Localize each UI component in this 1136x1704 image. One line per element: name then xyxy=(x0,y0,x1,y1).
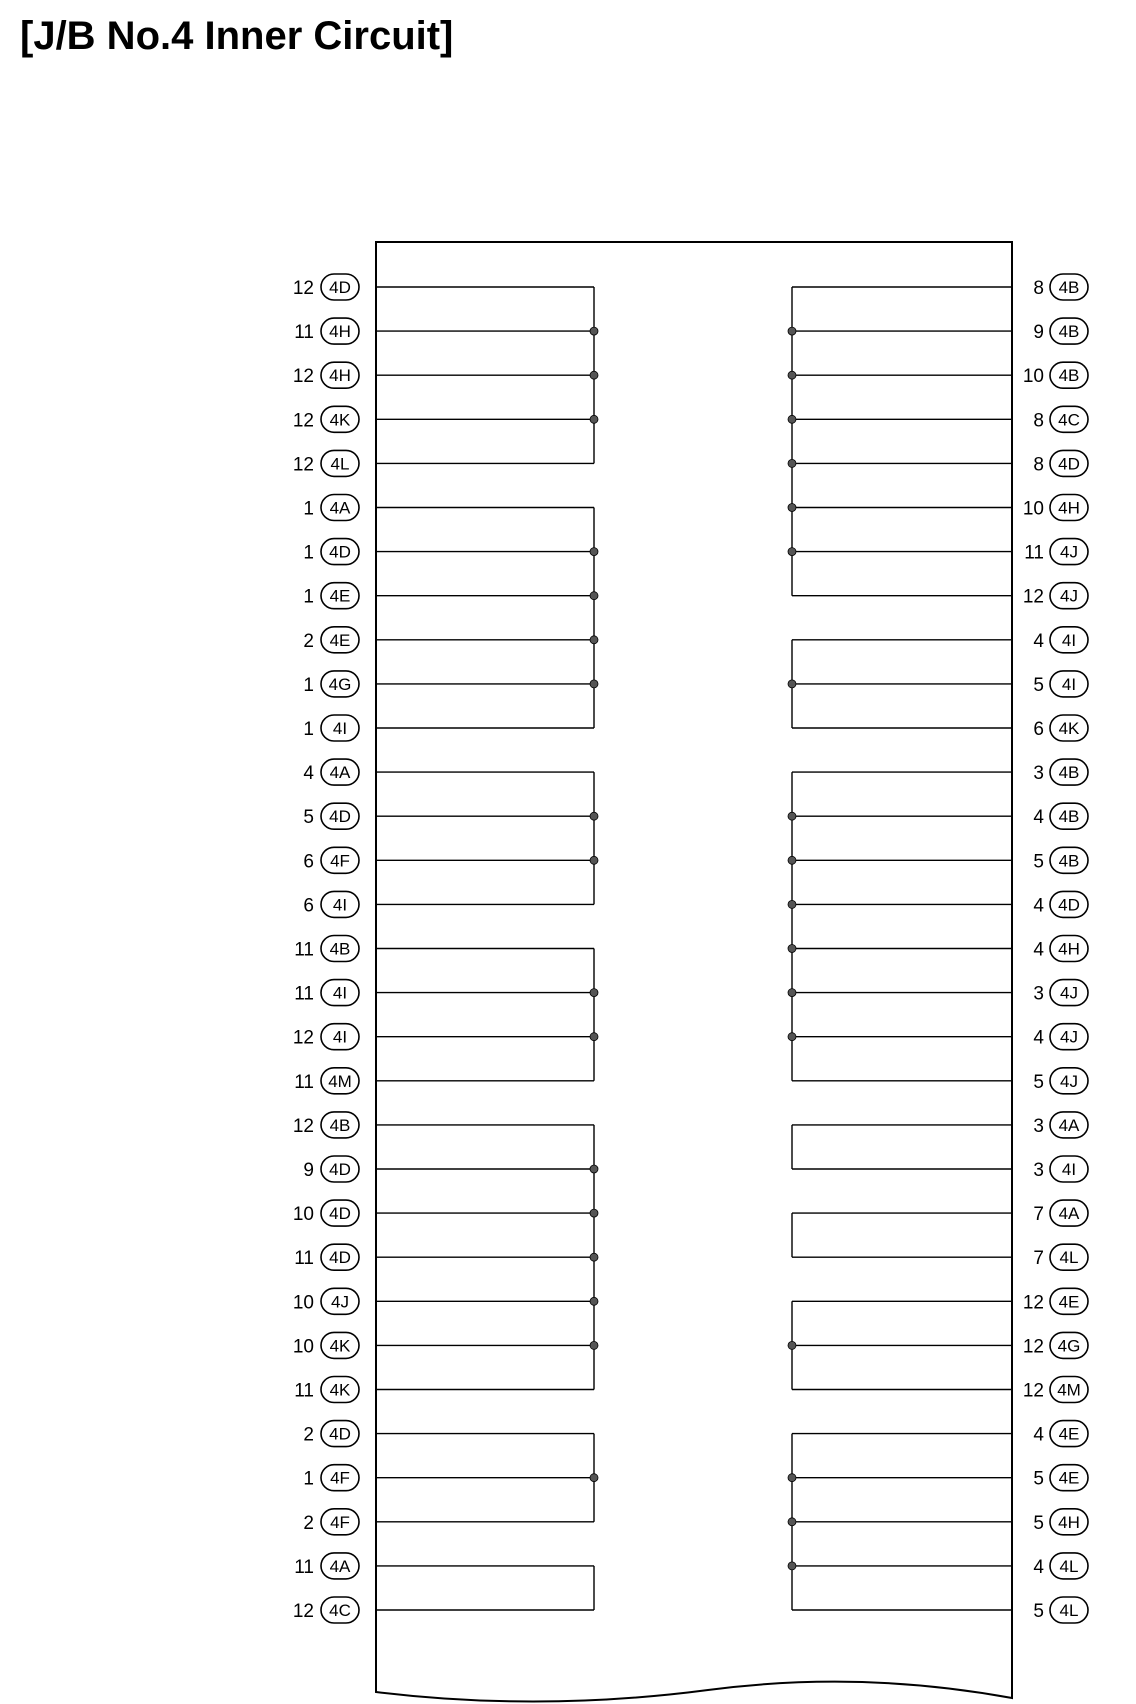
connector-code: 4H xyxy=(1058,1512,1080,1532)
connector-code: 4I xyxy=(332,719,348,738)
connector-code: 4D xyxy=(329,278,351,297)
connector-code: 4L xyxy=(1059,1601,1079,1620)
right-pin-label xyxy=(1033,1509,1088,1535)
pin-number: 11 xyxy=(294,1556,314,1578)
pin-number: 10 xyxy=(1022,498,1044,520)
pin-number: 12 xyxy=(292,278,314,299)
pin-number: 5 xyxy=(1033,1512,1044,1534)
connector-code: 4I xyxy=(332,895,348,915)
left-pin-label xyxy=(294,1553,359,1579)
junction-dot xyxy=(788,1474,796,1482)
pin-number: 5 xyxy=(1033,1601,1044,1622)
connector-code: 4E xyxy=(1058,1468,1080,1488)
left-pin-label xyxy=(303,627,359,653)
junction-dot xyxy=(590,812,598,820)
pin-number: 2 xyxy=(303,1512,314,1534)
right-pin-label xyxy=(1033,671,1088,697)
connector-code: 4E xyxy=(329,630,351,650)
right-pin-label xyxy=(1033,803,1088,829)
connector-code: 4B xyxy=(1058,851,1080,871)
connector-code: 4J xyxy=(331,1292,349,1312)
junction-dot xyxy=(788,371,796,379)
pin-number: 4 xyxy=(1033,1027,1044,1049)
connector-code: 4A xyxy=(329,763,351,783)
left-pin-label xyxy=(293,1332,359,1358)
connector-code: 4D xyxy=(329,807,351,827)
connector-code: 4H xyxy=(1058,939,1080,959)
connector-code: 4D xyxy=(329,1424,351,1444)
pin-number: 4 xyxy=(1033,1424,1044,1446)
left-pin-label xyxy=(293,1112,359,1138)
pin-number: 4 xyxy=(1033,895,1044,917)
wire-layer xyxy=(376,287,1012,1610)
right-pin-label xyxy=(1023,362,1088,388)
pin-number: 1 xyxy=(303,719,314,740)
left-pin-label xyxy=(303,715,359,741)
right-pin-label xyxy=(1023,583,1088,609)
junction-block-outline xyxy=(376,242,1012,1702)
right-pin-label xyxy=(1033,847,1088,873)
pin-number: 8 xyxy=(1033,278,1044,299)
right-pin-label xyxy=(1033,1421,1088,1447)
pin-number: 4 xyxy=(1033,807,1044,829)
junction-dot xyxy=(590,1297,598,1305)
pin-number: 1 xyxy=(303,674,314,696)
connector-code: 4B xyxy=(1058,763,1080,783)
pin-number: 8 xyxy=(1033,410,1044,432)
pin-number: 10 xyxy=(292,1336,314,1358)
left-pin-label xyxy=(293,1288,359,1314)
left-pin-label xyxy=(293,1024,359,1050)
pin-number: 11 xyxy=(294,1071,314,1093)
pin-number: 5 xyxy=(303,807,314,829)
connector-code: 4J xyxy=(1060,542,1078,562)
connector-code: 4I xyxy=(332,983,348,1003)
pin-number: 3 xyxy=(1033,1160,1044,1181)
connector-code: 4F xyxy=(330,851,350,871)
right-pin-label xyxy=(1033,891,1088,917)
junction-dot xyxy=(788,1518,796,1526)
pin-number: 11 xyxy=(294,322,314,344)
junction-dot xyxy=(788,504,796,512)
junction-dot xyxy=(590,1033,598,1041)
junction-dot xyxy=(590,856,598,864)
page-title: [J/B No.4 Inner Circuit] xyxy=(20,14,454,58)
right-pin-label xyxy=(1024,539,1088,565)
pin-number: 1 xyxy=(303,542,314,564)
right-pin-label xyxy=(1033,1465,1088,1491)
left-pin-label xyxy=(303,1465,359,1491)
junction-dot xyxy=(788,327,796,335)
pin-number: 12 xyxy=(292,1027,314,1049)
connector-code: 4D xyxy=(1058,454,1080,474)
left-pin-label xyxy=(293,1200,359,1226)
connector-code: 4K xyxy=(329,1380,351,1400)
junction-dot xyxy=(590,371,598,379)
connector-code: 4H xyxy=(329,322,351,342)
junction-dot xyxy=(590,1341,598,1349)
right-pin-label xyxy=(1023,495,1088,521)
connector-code: 4D xyxy=(329,1248,351,1268)
junction-dot xyxy=(788,900,796,908)
connector-code: 4A xyxy=(1058,1204,1080,1224)
connector-code: 4L xyxy=(1059,1556,1079,1576)
connector-code: 4A xyxy=(329,498,351,518)
connector-code: 4B xyxy=(1058,322,1080,342)
left-pin-label xyxy=(293,274,359,300)
pin-number: 7 xyxy=(1033,1248,1044,1270)
junction-dot xyxy=(788,1341,796,1349)
connector-code: 4B xyxy=(1058,366,1080,386)
connector-code: 4L xyxy=(1059,1248,1079,1268)
connector-code: 4K xyxy=(1058,719,1080,738)
junction-dot xyxy=(590,415,598,423)
connector-code: 4H xyxy=(1058,498,1080,518)
pin-number: 9 xyxy=(303,1160,314,1181)
right-pin-label xyxy=(1033,715,1088,741)
junction-dot xyxy=(788,459,796,467)
pin-number: 7 xyxy=(1033,1204,1044,1226)
pin-number: 11 xyxy=(294,983,314,1005)
left-pin-label xyxy=(294,936,359,962)
connector-code: 4K xyxy=(329,410,351,430)
connector-code: 4D xyxy=(329,1160,351,1179)
connector-code: 4J xyxy=(1060,1027,1078,1047)
connector-code: 4E xyxy=(1058,1424,1080,1444)
right-pin-label xyxy=(1033,450,1088,476)
junction-dot xyxy=(590,1253,598,1261)
connector-code: 4I xyxy=(1061,630,1077,650)
pin-number: 5 xyxy=(1033,851,1044,873)
right-pin-label xyxy=(1033,1244,1088,1270)
pin-number: 12 xyxy=(292,454,314,476)
pin-number: 4 xyxy=(303,763,314,785)
right-pin-label xyxy=(1033,406,1088,432)
pin-number: 11 xyxy=(294,1380,314,1402)
connector-code: 4E xyxy=(1058,1292,1080,1312)
left-pin-label xyxy=(293,450,359,476)
pin-number: 5 xyxy=(1033,1468,1044,1490)
connector-code: 4C xyxy=(329,1601,351,1620)
pin-number: 6 xyxy=(303,895,314,917)
pin-number: 5 xyxy=(1033,674,1044,696)
left-pin-label xyxy=(303,847,359,873)
pin-number: 1 xyxy=(303,498,314,520)
right-pin-label xyxy=(1033,1553,1088,1579)
junction-dot xyxy=(590,636,598,644)
pin-number: 5 xyxy=(1033,1071,1044,1093)
junction-dot xyxy=(590,1474,598,1482)
right-pin-label xyxy=(1033,936,1088,962)
left-pin-label xyxy=(293,1597,359,1623)
left-pin-label xyxy=(303,1156,359,1182)
left-pin-label xyxy=(294,980,359,1006)
junction-dot xyxy=(788,548,796,556)
pin-number: 10 xyxy=(292,1292,314,1314)
connector-code: 4B xyxy=(1058,278,1080,297)
junction-dot xyxy=(590,327,598,335)
connector-code: 4L xyxy=(330,454,350,474)
left-pin-label xyxy=(293,362,359,388)
left-pin-label xyxy=(294,1377,359,1403)
pin-number: 1 xyxy=(303,586,314,608)
right-pin-label xyxy=(1023,1332,1088,1358)
junction-dot xyxy=(590,989,598,997)
right-pin-label xyxy=(1033,627,1088,653)
junction-dot xyxy=(590,548,598,556)
left-pin-labels xyxy=(293,274,359,1623)
right-pin-label xyxy=(1033,318,1088,344)
pin-number: 4 xyxy=(1033,939,1044,961)
right-pin-label xyxy=(1033,1597,1088,1623)
right-pin-label xyxy=(1033,1112,1088,1138)
pin-number: 4 xyxy=(1033,1556,1044,1578)
connector-code: 4D xyxy=(1058,895,1080,915)
connector-code: 4M xyxy=(328,1071,352,1091)
pin-number: 12 xyxy=(292,366,314,388)
right-pin-label xyxy=(1033,1156,1088,1182)
junction-dot xyxy=(788,945,796,953)
pin-number: 12 xyxy=(292,1601,314,1622)
junction-dot xyxy=(788,989,796,997)
connector-code: 4H xyxy=(329,366,351,386)
connector-code: 4J xyxy=(1060,1071,1078,1091)
connector-code: 4I xyxy=(1061,1160,1077,1179)
connector-code: 4K xyxy=(329,1336,351,1356)
right-pin-label xyxy=(1033,1068,1088,1094)
pin-number: 3 xyxy=(1033,983,1044,1005)
right-pin-label xyxy=(1033,1024,1088,1050)
pin-number: 10 xyxy=(1022,366,1044,388)
pin-number: 3 xyxy=(1033,1115,1044,1137)
pin-number: 4 xyxy=(1033,630,1044,652)
connector-code: 4F xyxy=(330,1468,350,1488)
pin-number: 11 xyxy=(294,939,314,961)
connector-code: 4J xyxy=(1060,983,1078,1003)
connector-code: 4M xyxy=(1057,1380,1081,1400)
junction-dot xyxy=(788,1562,796,1570)
pin-number: 9 xyxy=(1033,322,1044,344)
connector-code: 4A xyxy=(1058,1115,1080,1135)
connector-code: 4C xyxy=(1058,410,1080,430)
junction-dot xyxy=(788,1033,796,1041)
pin-number: 1 xyxy=(303,1468,314,1490)
junction-dot xyxy=(590,592,598,600)
pin-number: 12 xyxy=(292,410,314,432)
pin-number: 11 xyxy=(294,1248,314,1270)
connector-code: 4A xyxy=(329,1556,351,1576)
junction-dot xyxy=(590,1209,598,1217)
left-pin-label xyxy=(303,759,359,785)
pin-number: 12 xyxy=(1022,1380,1044,1402)
right-pin-labels xyxy=(1023,274,1088,1623)
right-pin-label xyxy=(1023,1377,1088,1403)
right-pin-label xyxy=(1023,1288,1088,1314)
connector-code: 4F xyxy=(330,1512,350,1532)
junction-dot xyxy=(788,812,796,820)
junction-dot xyxy=(788,415,796,423)
connector-code: 4B xyxy=(1058,807,1080,827)
left-pin-label xyxy=(303,583,359,609)
pin-number: 6 xyxy=(303,851,314,873)
right-pin-label xyxy=(1033,759,1088,785)
connector-code: 4E xyxy=(329,586,351,606)
left-pin-label xyxy=(303,495,359,521)
pin-number: 2 xyxy=(303,630,314,652)
connector-code: 4B xyxy=(329,1115,351,1135)
pin-number: 12 xyxy=(1022,586,1044,608)
connector-code: 4I xyxy=(332,1027,348,1047)
pin-number: 6 xyxy=(1033,719,1044,740)
pin-number: 11 xyxy=(1024,542,1044,564)
junction-dot-layer xyxy=(590,327,796,1570)
connector-code: 4J xyxy=(1060,586,1078,606)
left-pin-label xyxy=(294,1244,359,1270)
right-pin-label xyxy=(1033,1200,1088,1226)
left-pin-label xyxy=(303,891,359,917)
connector-code: 4I xyxy=(1061,674,1077,694)
connector-code: 4D xyxy=(329,542,351,562)
pin-number: 8 xyxy=(1033,454,1044,476)
junction-dot xyxy=(590,680,598,688)
left-pin-label xyxy=(303,803,359,829)
junction-dot xyxy=(788,856,796,864)
right-pin-label xyxy=(1033,980,1088,1006)
pin-number: 12 xyxy=(1022,1336,1044,1358)
connector-code: 4G xyxy=(328,674,352,694)
pin-number: 2 xyxy=(303,1424,314,1446)
connector-code: 4G xyxy=(1057,1336,1081,1356)
junction-dot xyxy=(788,680,796,688)
junction-dot xyxy=(590,1165,598,1173)
left-pin-label xyxy=(303,671,359,697)
left-pin-label xyxy=(303,1509,359,1535)
left-pin-label xyxy=(294,1068,359,1094)
right-pin-label xyxy=(1033,274,1088,300)
left-pin-label xyxy=(303,539,359,565)
pin-number: 3 xyxy=(1033,763,1044,785)
left-pin-label xyxy=(293,406,359,432)
left-pin-label xyxy=(303,1421,359,1447)
connector-code: 4D xyxy=(329,1204,351,1224)
connector-code: 4B xyxy=(329,939,351,959)
pin-number: 12 xyxy=(1022,1292,1044,1314)
pin-number: 10 xyxy=(292,1204,314,1226)
pin-number: 12 xyxy=(292,1115,314,1137)
left-pin-label xyxy=(294,318,359,344)
